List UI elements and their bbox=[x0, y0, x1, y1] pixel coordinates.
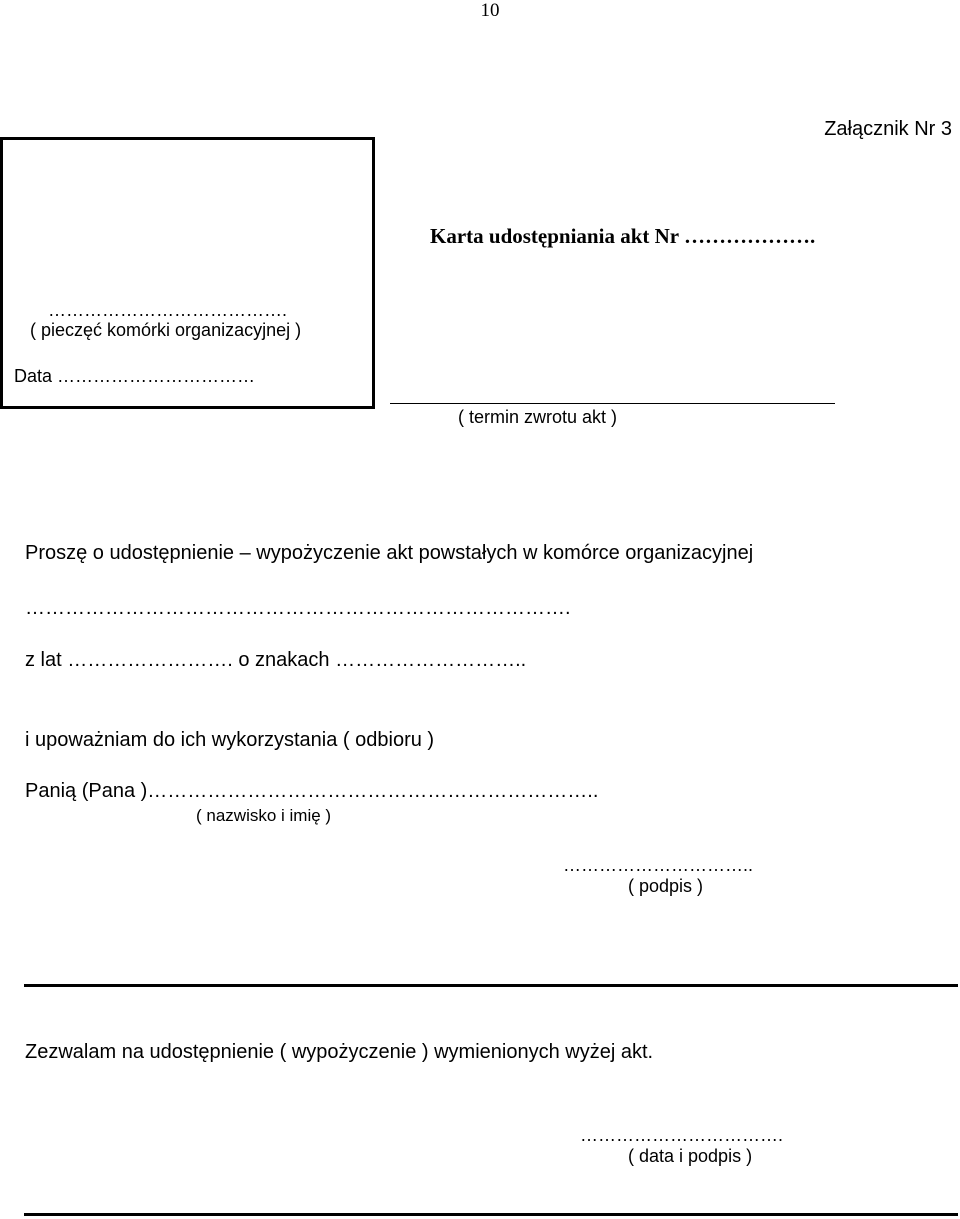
date-signature-dots: ……………………………. bbox=[580, 1125, 784, 1145]
stamp-caption: ( pieczęć komórki organizacyjnej ) bbox=[30, 320, 302, 340]
request-text: Proszę o udostępnienie – wypożyczenie akt powstałych w komórce organizacyjnej bbox=[25, 542, 754, 564]
authorize-text: i upoważniam do ich wykorzystania ( odbioru ) bbox=[25, 729, 435, 751]
bottom-divider bbox=[24, 1213, 958, 1216]
document-title: Karta udostępniania akt Nr ………………. bbox=[430, 224, 816, 248]
return-date-caption: ( termin zwrotu akt ) bbox=[458, 407, 618, 427]
approval-text: Zezwalam na udostępnienie ( wypożyczenie ) wymienionych wyżej akt. bbox=[25, 1041, 654, 1063]
stamp-dots: …………………………………. bbox=[48, 300, 288, 320]
page-number: 10 bbox=[480, 0, 500, 21]
signature-caption: ( podpis ) bbox=[628, 876, 704, 896]
person-caption: ( nazwisko i imię ) bbox=[196, 806, 332, 825]
attachment-label: Załącznik Nr 3 bbox=[824, 118, 952, 140]
date-line: Data …………………………… bbox=[14, 366, 256, 386]
years-signs-line: z lat ……………………. o znakach ……………………….. bbox=[25, 649, 527, 671]
signature-dots: ………………………….. bbox=[563, 855, 754, 875]
section-divider bbox=[24, 984, 958, 987]
return-date-rule bbox=[390, 403, 835, 404]
request-dots: ………………………………………………………………………. bbox=[25, 597, 571, 619]
date-signature-caption: ( data i podpis ) bbox=[628, 1146, 753, 1166]
person-line: Panią (Pana )………………………………………………………….. bbox=[25, 780, 599, 802]
